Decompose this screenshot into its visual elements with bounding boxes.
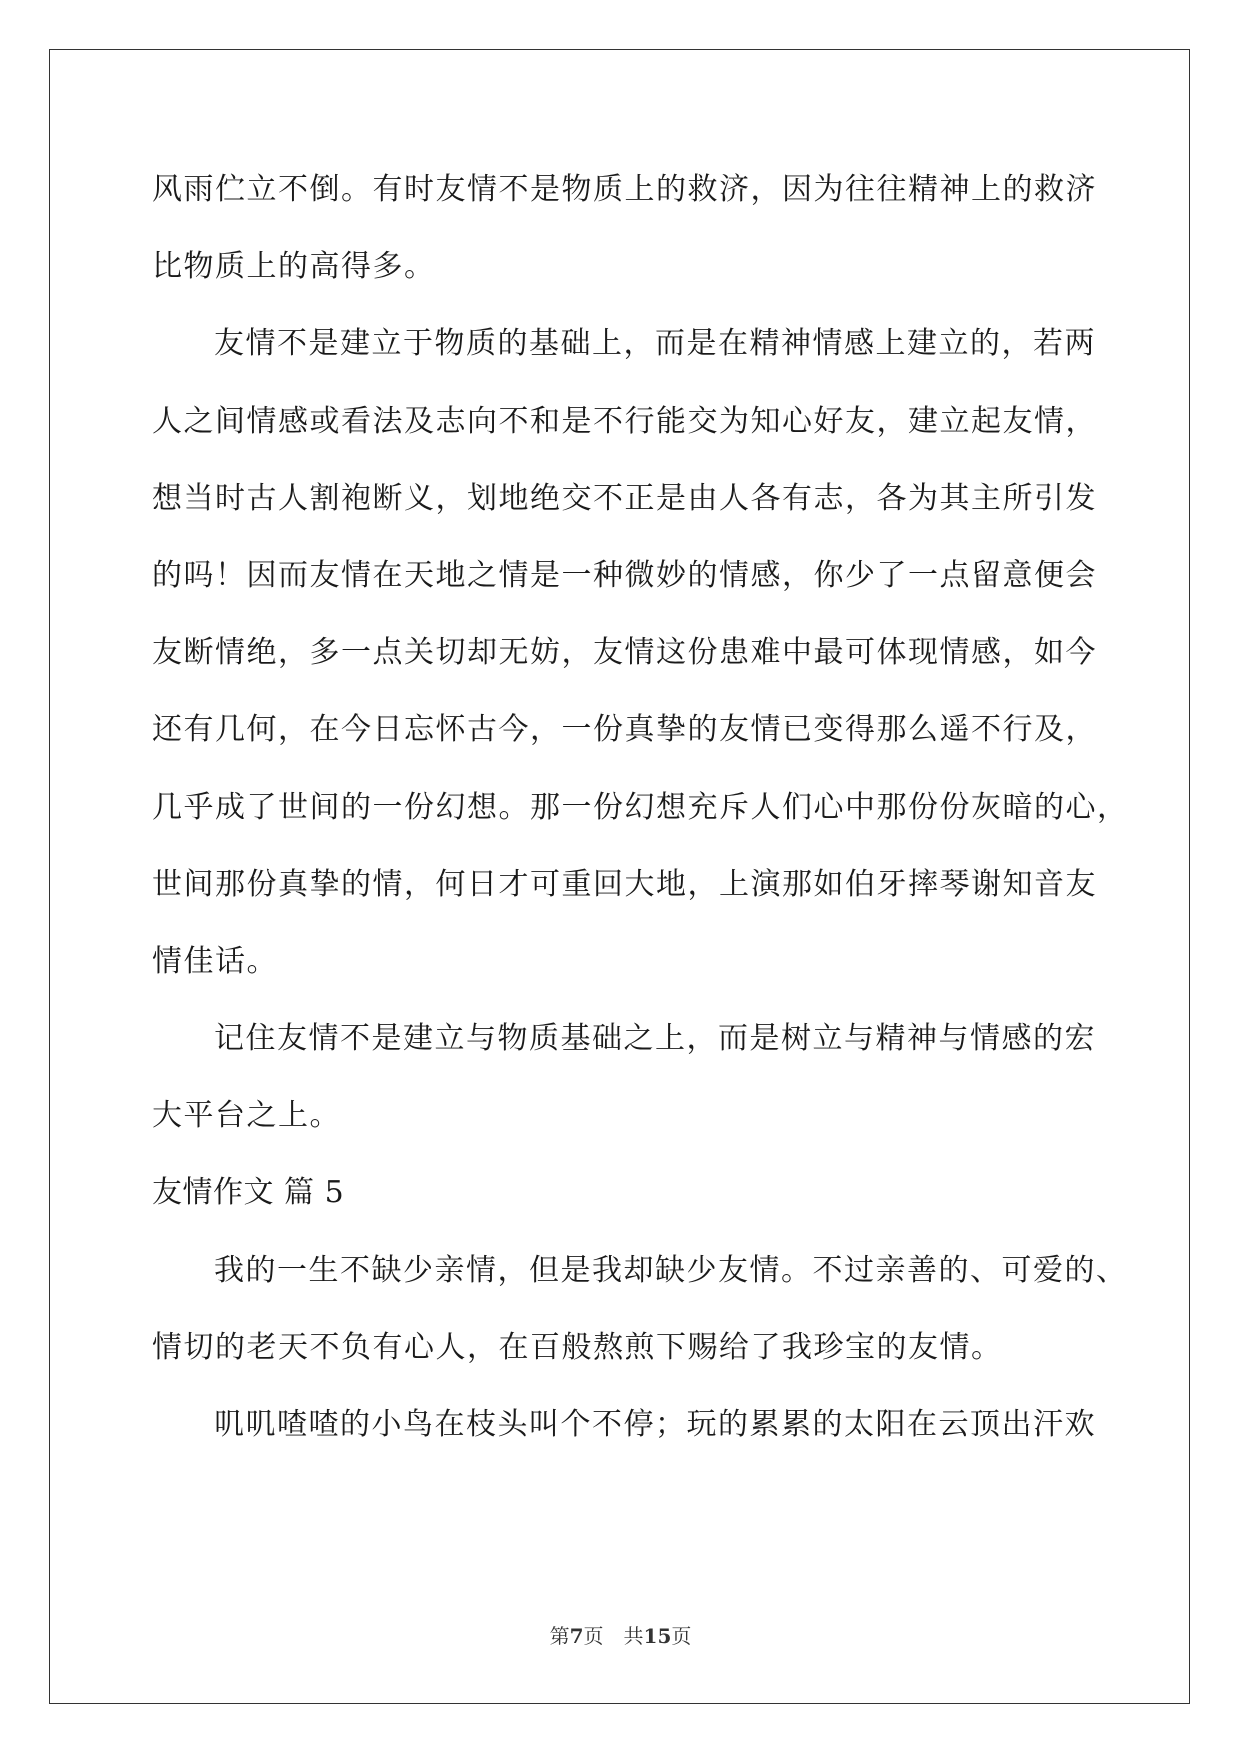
text-line-13: 大平台之上。 [152, 1098, 341, 1134]
text-line-4: 人之间情感或看法及志向不和是不行能交为知心好友，建立起友情， [152, 403, 1097, 439]
section-heading: 友情作文 篇 5 [152, 1175, 345, 1211]
document-body [152, 160, 1129, 1472]
text-line-10: 世间那份真挚的情，何日才可重回大地，上演那如伯牙摔琴谢知音友 [152, 866, 1097, 902]
current-page-number: 7 [569, 1624, 584, 1648]
text-line-17: 叽叽喳喳的小鸟在枝头叫个不停；玩的累累的太阳在云顶出汗欢 [214, 1407, 1096, 1442]
text-line-12: 记住友情不是建立与物质基础之上，而是树立与精神与情感的宏 [214, 1021, 1096, 1057]
page-footer [0, 1620, 1241, 1649]
text-line-3: 友情不是建立于物质的基础上，而是在精神情感上建立的，若两 [214, 326, 1096, 362]
text-line-7: 友断情绝，多一点关切却无妨，友情这份患难中最可体现情感，如今 [152, 635, 1097, 671]
text-line-16: 情切的老天不负有心人，在百般熬煎下赐给了我珍宝的友情。 [152, 1329, 1003, 1365]
text-line-8: 还有几何，在今日忘怀古今，一份真挚的友情已变得那么遥不行及， [152, 712, 1097, 748]
footer-page-unit: 页 [583, 1624, 604, 1648]
text-line-6: 的吗！因而友情在天地之情是一种微妙的情感，你少了一点留意便会 [152, 557, 1097, 593]
text-line-5: 想当时古人割袍断义，划地绝交不正是由人各有志，各为其主所引发 [152, 480, 1097, 516]
footer-total-unit: 页 [671, 1624, 692, 1648]
text-line-15: 我的一生不缺少亲情，但是我却缺少友情。不过亲善的、可爱的、 [214, 1252, 1128, 1288]
text-line-11: 情佳话。 [152, 943, 278, 979]
text-line-1: 风雨伫立不倒。有时友情不是物质上的救济，因为往往精神上的救济 [152, 172, 1097, 207]
text-line-2: 比物质上的高得多。 [152, 249, 436, 285]
footer-prefix: 第 [549, 1624, 570, 1648]
footer-total-prefix: 共 [623, 1624, 644, 1648]
text-line-9: 几乎成了世间的一份幻想。那一份幻想充斥人们心中那份份灰暗的心， [152, 789, 1129, 825]
total-pages-number: 15 [643, 1624, 672, 1648]
